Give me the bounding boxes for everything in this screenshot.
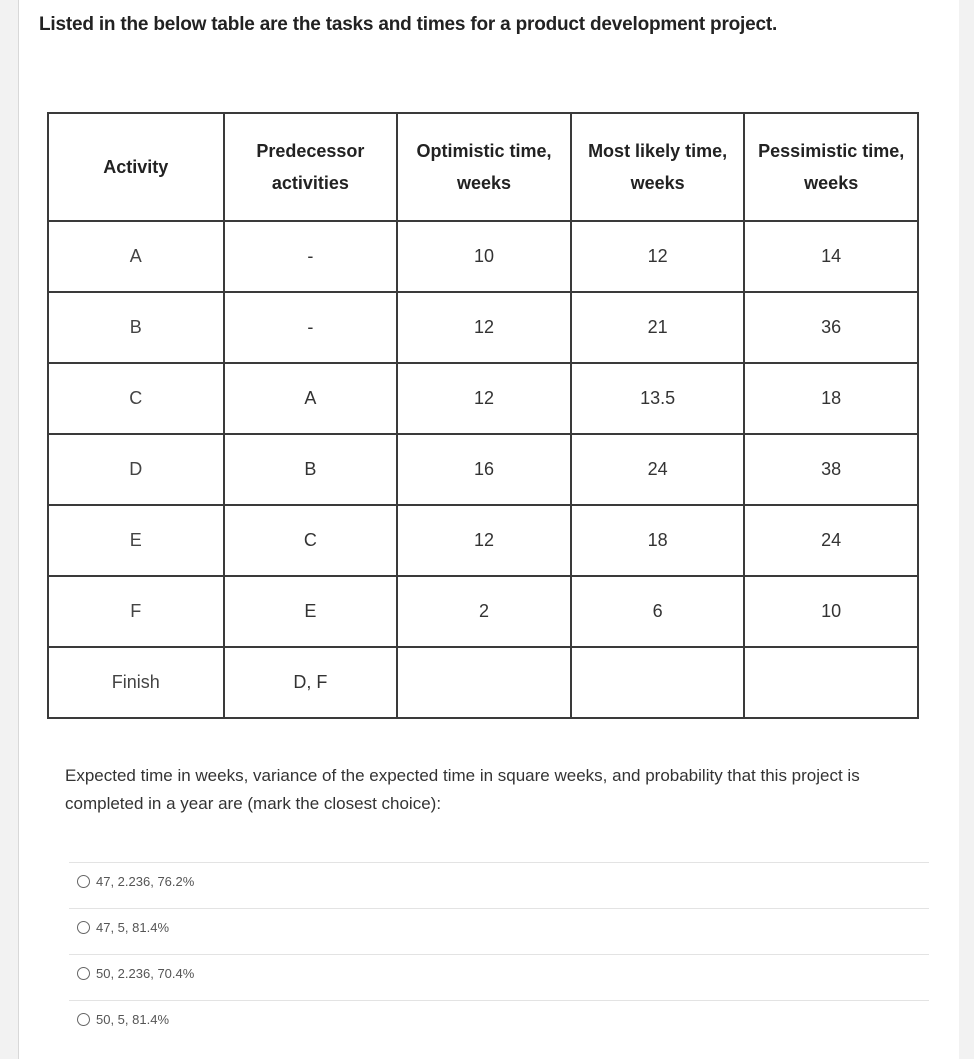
table-row: [48, 221, 918, 292]
radio-button[interactable]: [77, 921, 90, 934]
table-row: [48, 434, 918, 505]
header-activity: Activity: [48, 113, 224, 221]
divider: [69, 954, 929, 955]
cell-most-likely: 18: [571, 505, 745, 576]
divider: [69, 862, 929, 863]
task-table: [47, 112, 919, 719]
table-row: [48, 647, 918, 718]
cell-optimistic: 12: [397, 292, 571, 363]
radio-button[interactable]: [77, 875, 90, 888]
header-optimistic: Optimistic time, weeks: [397, 113, 571, 221]
cell-pessimistic: [744, 647, 918, 718]
cell-activity: A: [48, 221, 224, 292]
cell-activity: E: [48, 505, 224, 576]
cell-activity: Finish: [48, 647, 224, 718]
choice-label: 50, 5, 81.4%: [96, 1012, 169, 1027]
cell-predecessor: E: [224, 576, 398, 647]
choice-option-1[interactable]: [77, 874, 194, 889]
choice-option-2[interactable]: [77, 920, 169, 935]
divider: [69, 1000, 929, 1001]
radio-button[interactable]: [77, 1013, 90, 1026]
choice-label: 47, 2.236, 76.2%: [96, 874, 195, 889]
cell-pessimistic: 36: [744, 292, 918, 363]
cell-optimistic: 10: [397, 221, 571, 292]
cell-most-likely: 12: [571, 221, 745, 292]
cell-activity: B: [48, 292, 224, 363]
choice-label: 47, 5, 81.4%: [96, 920, 169, 935]
header-pessimistic: Pessimistic time, weeks: [744, 113, 918, 221]
cell-pessimistic: 14: [744, 221, 918, 292]
choice-label: 50, 2.236, 70.4%: [96, 966, 195, 981]
cell-activity: D: [48, 434, 224, 505]
cell-most-likely: 24: [571, 434, 745, 505]
cell-activity: F: [48, 576, 224, 647]
cell-pessimistic: 18: [744, 363, 918, 434]
cell-optimistic: [397, 647, 571, 718]
table-header-row: [48, 113, 918, 221]
table-row: [48, 576, 918, 647]
cell-pessimistic: 24: [744, 505, 918, 576]
cell-predecessor: C: [224, 505, 398, 576]
cell-optimistic: 2: [397, 576, 571, 647]
cell-most-likely: 6: [571, 576, 745, 647]
cell-most-likely: [571, 647, 745, 718]
radio-button[interactable]: [77, 967, 90, 980]
cell-optimistic: 12: [397, 363, 571, 434]
cell-predecessor: B: [224, 434, 398, 505]
divider: [69, 908, 929, 909]
cell-predecessor: A: [224, 363, 398, 434]
cell-predecessor: -: [224, 292, 398, 363]
choice-option-4[interactable]: [77, 1012, 169, 1027]
cell-optimistic: 12: [397, 505, 571, 576]
table-row: [48, 363, 918, 434]
header-predecessor: Predecessor activities: [224, 113, 398, 221]
cell-most-likely: 21: [571, 292, 745, 363]
cell-predecessor: -: [224, 221, 398, 292]
cell-most-likely: 13.5: [571, 363, 745, 434]
table-row: [48, 292, 918, 363]
intro-text: Listed in the below table are the tasks and times for a product development project.: [39, 14, 778, 35]
table-row: [48, 505, 918, 576]
header-most-likely: Most likely time, weeks: [571, 113, 745, 221]
cell-pessimistic: 38: [744, 434, 918, 505]
cell-activity: C: [48, 363, 224, 434]
question-page: [18, 0, 959, 1059]
cell-pessimistic: 10: [744, 576, 918, 647]
cell-predecessor: D, F: [224, 647, 398, 718]
question-text: Expected time in weeks, variance of the expected time in square weeks, and probability that this project is completed in a year are (mark the closest choice):: [65, 766, 860, 813]
cell-optimistic: 16: [397, 434, 571, 505]
choice-option-3[interactable]: [77, 966, 194, 981]
